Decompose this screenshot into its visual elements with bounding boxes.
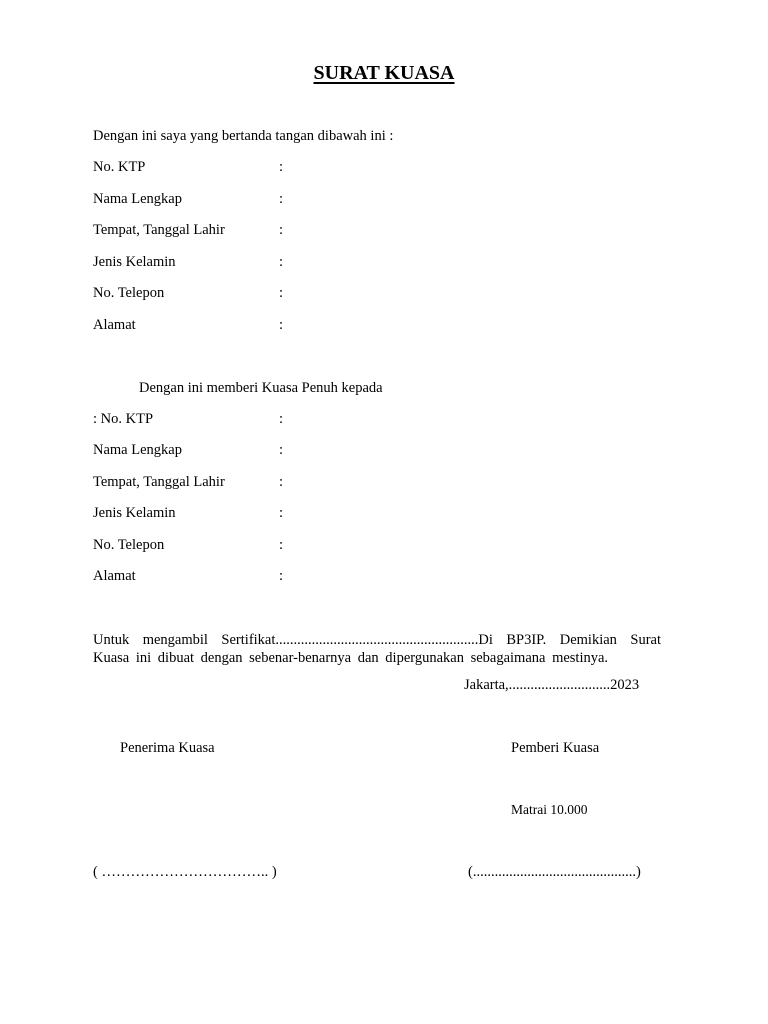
grant-statement: Dengan ini memberi Kuasa Penuh kepada <box>139 380 383 396</box>
place-date: Jakarta,............................2023 <box>464 677 640 693</box>
grantee-phone-colon: : <box>279 537 284 553</box>
grantee-address-label: Alamat <box>93 568 136 584</box>
grantor-gender-colon: : <box>279 254 284 270</box>
grantor-address-label: Alamat <box>93 317 136 333</box>
grantee-phone-label: No. Telepon <box>93 537 165 553</box>
grantee-ktp-colon: : <box>279 411 284 427</box>
giver-name-blank: (.............................................) <box>468 864 641 880</box>
grantee-ktp-label: : No. KTP <box>93 411 154 427</box>
grantor-ktp-label: No. KTP <box>93 159 146 175</box>
grantee-gender-label: Jenis Kelamin <box>93 505 176 521</box>
grantee-birth-label: Tempat, Tanggal Lahir <box>93 474 225 490</box>
grantor-name-label: Nama Lengkap <box>93 191 182 207</box>
receiver-name-blank: ( …………………………….. ) <box>93 864 277 880</box>
grantor-ktp-colon: : <box>279 159 284 175</box>
grantee-name-label: Nama Lengkap <box>93 442 182 458</box>
grantor-phone-label: No. Telepon <box>93 285 165 301</box>
grantor-gender-label: Jenis Kelamin <box>93 254 176 270</box>
intro-text: Dengan ini saya yang bertanda tangan dibawah ini : <box>93 128 394 144</box>
purpose-line-1: Untuk mengambil Sertifikat........................................................Di BP3IP. Demikian Surat <box>93 632 661 648</box>
grantee-gender-colon: : <box>279 505 284 521</box>
grantor-birth-colon: : <box>279 222 284 238</box>
document-title: SURAT KUASA <box>313 62 455 84</box>
grantee-birth-colon: : <box>279 474 284 490</box>
grantee-address-colon: : <box>279 568 284 584</box>
receiver-title: Penerima Kuasa <box>120 740 215 756</box>
grantor-birth-label: Tempat, Tanggal Lahir <box>93 222 225 238</box>
grantee-name-colon: : <box>279 442 284 458</box>
grantor-name-colon: : <box>279 191 284 207</box>
grantor-phone-colon: : <box>279 285 284 301</box>
purpose-line-2: Kuasa ini dibuat dengan sebenar-benarnya dan dipergunakan sebagaimana mestinya. <box>93 650 609 666</box>
stamp-note: Matrai 10.000 <box>511 802 588 817</box>
purpose-paragraph <box>93 631 661 667</box>
giver-title: Pemberi Kuasa <box>511 740 600 756</box>
grantor-address-colon: : <box>279 317 284 333</box>
